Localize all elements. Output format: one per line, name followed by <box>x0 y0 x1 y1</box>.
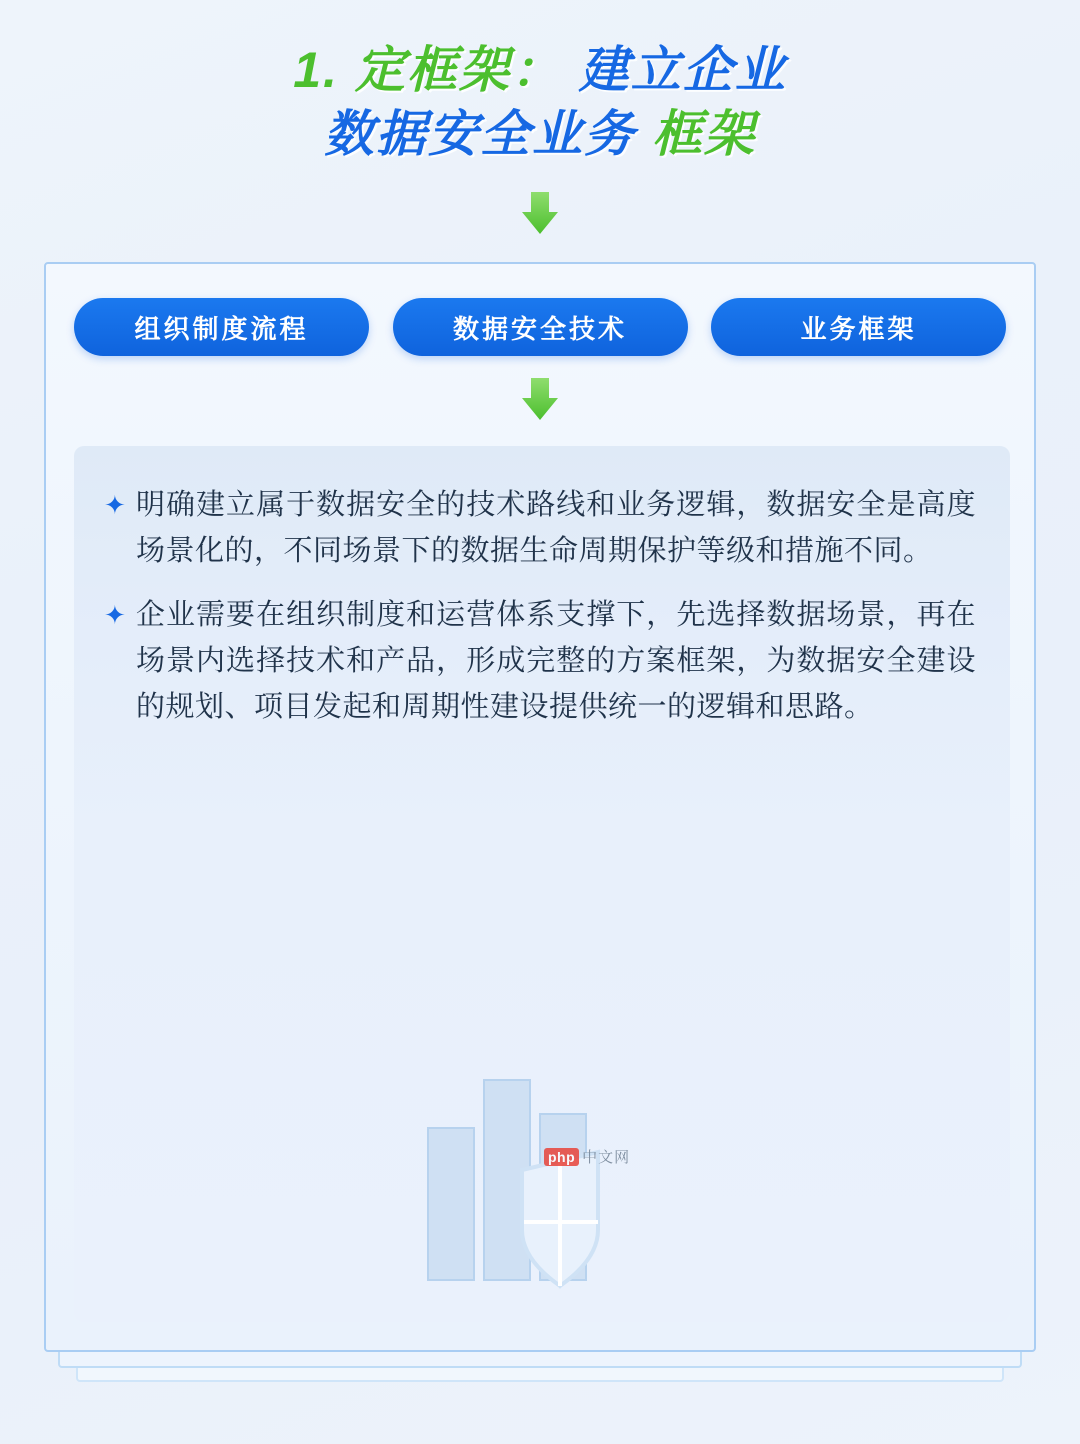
pill-organization-process[interactable] <box>74 298 369 356</box>
bullet-text: 明确建立属于数据安全的技术路线和业务逻辑，数据安全是高度场景化的，不同场景下的数据生命周期保护等级和措施不同。 <box>136 489 976 567</box>
watermark-badge: php <box>544 1148 579 1166</box>
framework-card <box>44 262 1036 1352</box>
list-item <box>104 482 976 574</box>
bullet-marker-icon: ✦ <box>104 600 126 630</box>
pill-row <box>46 264 1034 356</box>
bullet-list <box>74 446 1010 730</box>
pill-label: 组织制度流程 <box>134 313 309 344</box>
title-part-green: 定框架： <box>354 42 563 98</box>
card-stack-layer-2 <box>76 1368 1004 1382</box>
watermark-text: 中文网 <box>582 1149 631 1166</box>
pill-business-framework[interactable] <box>711 298 1006 356</box>
pill-label: 数据安全技术 <box>452 313 627 344</box>
down-arrow-icon <box>517 190 563 241</box>
title-part-blue: 建立企业 <box>578 42 787 98</box>
card-stack-layer-1 <box>58 1352 1022 1368</box>
content-panel <box>74 446 1010 1322</box>
title-part2-green: 框架 <box>651 106 756 162</box>
pill-label: 业务框架 <box>800 313 917 344</box>
pill-data-security-tech[interactable] <box>393 298 688 356</box>
bullet-text: 企业需要在组织制度和运营体系支撑下，先选择数据场景，再在场景内选择技术和产品，形成完整的方案框架，为数据安全建设的规划、项目发起和周期性建设提供统一的逻辑和思路。 <box>136 599 976 723</box>
list-item <box>104 592 976 730</box>
page-title <box>0 0 1080 166</box>
watermark <box>544 1146 630 1167</box>
title-number: 1. <box>293 42 339 98</box>
title-line-1 <box>0 38 1080 102</box>
bullet-marker-icon: ✦ <box>104 490 126 520</box>
title-line-2 <box>0 102 1080 166</box>
title-part2-blue: 数据安全业务 <box>324 106 637 162</box>
down-arrow-icon-2 <box>517 376 563 427</box>
shield-and-bar-chart-illustration <box>422 1070 662 1300</box>
